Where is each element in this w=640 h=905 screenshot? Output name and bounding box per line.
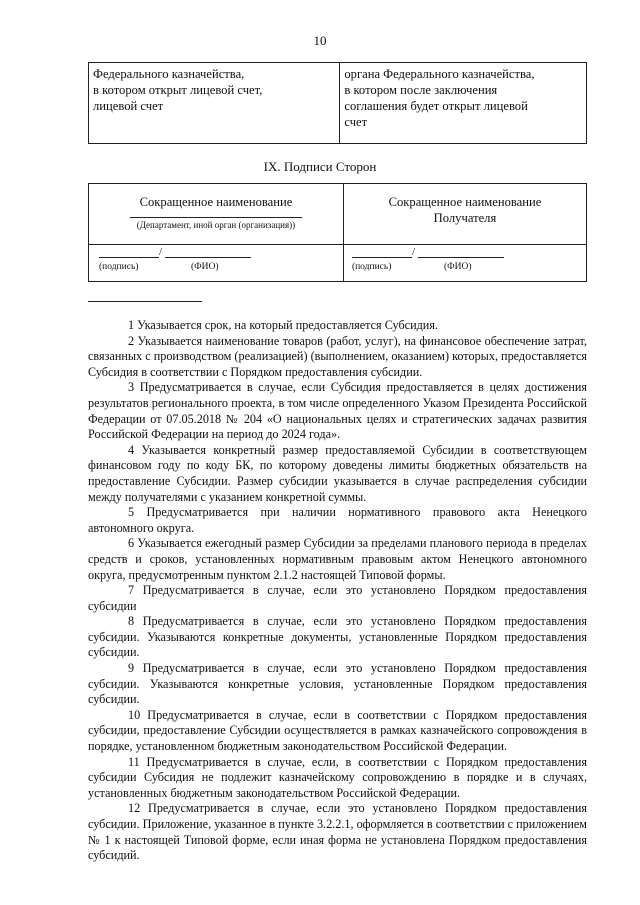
footnotes [88, 318, 587, 864]
signature-line [352, 257, 412, 258]
footnote: 2 Указывается наименование товаров (работ, услуг), на финансовое обеспечение затрат, связанных с производством (реализацией) (выполнением, оказанием) которых, предоставляется Субсидия в соответствии с Порядком предоставления субсидии. [88, 333, 587, 379]
name-label: (ФИО) [191, 262, 219, 272]
treasury-cell-left [89, 63, 340, 144]
footnote: 5 Предусматривается при наличии нормативного правового акта Ненецкого автономного округа. [88, 505, 587, 535]
footnote: 6 Указывается ежегодный размер Субсидии за пределами планового периода в пределах средств и сроков, установленных нормативным правовым актом Ненецкого автономного округа, предусмотренным пунктом 2.1.2 настоящей Типовой формы. [88, 536, 587, 582]
signatures-table [88, 183, 587, 282]
name-line [418, 257, 504, 258]
footnote: 11 Предусматривается в случае, если, в соответствии с Порядком предоставления субсидии Субсидия не подлежит казначейскому сопровождению в порядке и в случаях, установленных бюджетным законодательством Российской Федерации. [88, 754, 587, 800]
grantor-header-cell [89, 184, 344, 245]
footnote: 9 Предусматривается в случае, если это установлено Порядком предоставления субсидии. Указываются конкретные условия, установленные Порядком предоставления субсидии. [88, 661, 587, 707]
grantor-signature-cell [89, 245, 344, 282]
cell-line: в котором открыт лицевой счет, [93, 83, 263, 97]
recipient-header-cell [343, 184, 586, 245]
footnote-separator [88, 301, 202, 302]
recipient-signature-slot [352, 247, 552, 277]
cell-line: Федерального казначейства, [93, 67, 245, 81]
signature-label: (подпись) [99, 262, 139, 272]
page-number: 10 [313, 33, 327, 48]
separator: / [159, 246, 163, 258]
grantor-header: Сокращенное наименование [139, 195, 293, 209]
signature-label: (подпись) [351, 262, 392, 272]
treasury-cell-right [340, 63, 587, 144]
footnote: 4 Указывается конкретный размер предоставляемой Субсидии в соответствующем финансовом году по коду БК, по которому доведены лимиты бюджетных обязательств на предоставление Субсидии. Размер субсидии указывается в случае распределения субсидии между получателями с указанием конкретной суммы. [88, 442, 587, 504]
footnote: 8 Предусматривается в случае, если это установлено Порядком предоставления субсидии. Указываются конкретные документы, установленные Порядком предоставления субсидии. [88, 614, 587, 660]
treasury-table [88, 62, 587, 144]
recipient-header-line1: Сокращенное наименование [388, 195, 542, 209]
cell-line: счет [344, 115, 368, 129]
name-label: (ФИО) [443, 262, 472, 272]
footnote: 7 Предусматривается в случае, если это установлено Порядком предоставления субсидии [88, 583, 587, 613]
cell-line: в котором после заключения [344, 83, 498, 97]
cell-line: соглашения будет открыт лицевой [344, 99, 528, 113]
recipient-header-line2: Получателя [433, 211, 497, 225]
cell-line: лицевой счет [93, 99, 164, 113]
footnote: 10 Предусматривается в случае, если в соответствии с Порядком предоставления субсидии, предоставление Субсидии осуществляется в рамках казначейского сопровождения в порядке, установленном бюджетным законодательством Российской Федерации. [88, 707, 587, 754]
cell-line: органа Федерального казначейства, [344, 67, 535, 81]
name-line [165, 257, 251, 258]
grantor-name-line [130, 217, 302, 218]
footnote: 1 Указывается срок, на который предоставляется Субсидия. [128, 318, 438, 332]
recipient-signature-cell [343, 245, 586, 282]
signature-line [99, 257, 159, 258]
footnote: 12 Предусматривается в случае, если это установлено Порядком предоставления субсидии. Приложение, указанное в пункте 3.2.2.1, оформляется в соответствии с приложением № 1 к настоящей Типовой форме, если иная форма не установлена Порядком предоставления субсидий. [88, 801, 587, 863]
separator: / [411, 246, 415, 258]
section-title: IX. Подписи Сторон [263, 159, 377, 174]
grantor-note: (Департамент, иной орган (организация)) [136, 220, 296, 230]
footnote: 3 Предусматривается в случае, если Субсидия предоставляется в целях достижения результатов регионального проекта, в том числе определенного Указом Президента Российской Федерации от 07.05.2018 № 204 «О национальных целях и стратегических задачах развития Российской Федерации на период до 2024 года». [88, 380, 587, 442]
grantor-signature-slot [99, 247, 299, 277]
